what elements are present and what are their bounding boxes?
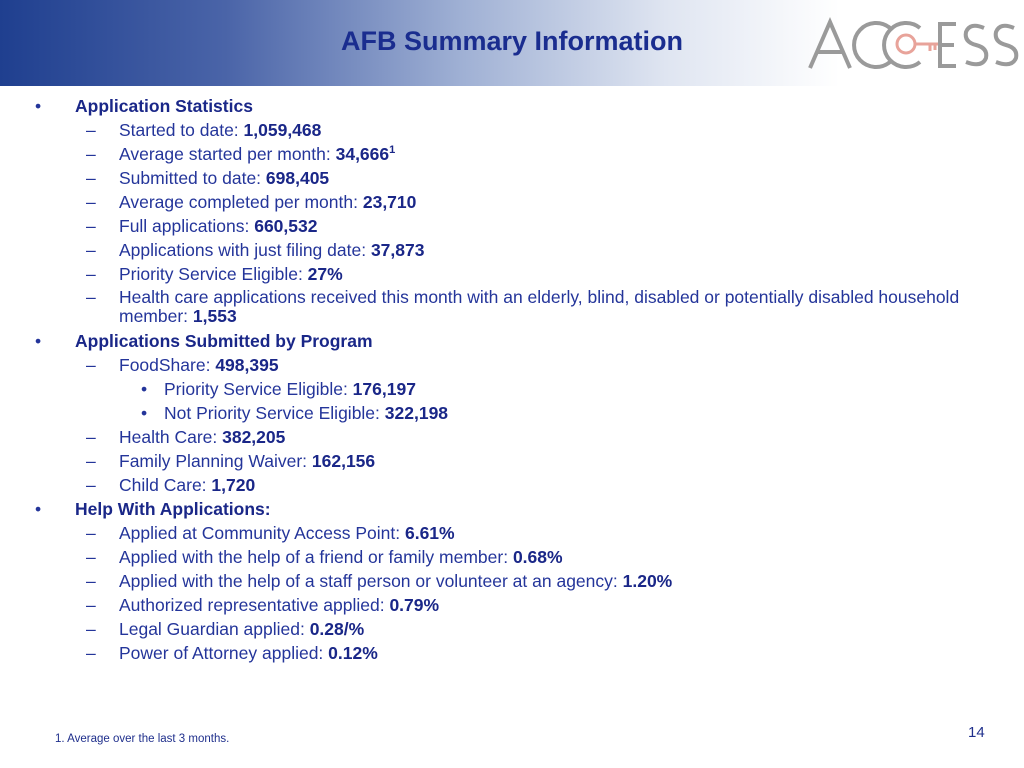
item-label: Started to date: xyxy=(119,120,244,140)
dash-marker: – xyxy=(86,475,96,495)
item-label: Applications with just filing date: xyxy=(119,240,371,260)
item-value: 34,666 xyxy=(335,144,390,164)
item-value: 322,198 xyxy=(384,403,449,423)
list-item xyxy=(0,262,1024,286)
access-logo xyxy=(804,10,1020,76)
dash-marker: – xyxy=(86,355,96,375)
item-value: 0.12% xyxy=(328,643,378,663)
bullet-dot: • xyxy=(35,499,42,519)
item-value: 6.61% xyxy=(404,523,455,543)
dash-marker: – xyxy=(86,168,96,188)
bullet-dot: • xyxy=(35,331,42,351)
dash-marker: – xyxy=(86,240,96,260)
section-title: Applications Submitted by Program xyxy=(75,331,373,351)
dash-marker: – xyxy=(86,523,96,543)
item-label: Authorized representative applied: xyxy=(119,595,390,615)
list-item xyxy=(0,118,1024,142)
item-value: 698,405 xyxy=(265,168,330,188)
item-value: 1.20% xyxy=(622,571,673,591)
list-item xyxy=(0,617,1024,641)
list-item xyxy=(0,449,1024,473)
footnote-ref: 1 xyxy=(389,144,396,157)
list-item xyxy=(0,473,1024,497)
list-item xyxy=(0,190,1024,214)
list-item xyxy=(0,353,1024,377)
section-heading xyxy=(0,497,1024,521)
dash-marker: – xyxy=(86,643,96,663)
list-item xyxy=(0,521,1024,545)
item-value: 0.28/% xyxy=(309,619,365,639)
dash-marker: – xyxy=(86,619,96,639)
item-label: Not Priority Service Eligible: xyxy=(164,403,385,423)
sub-list-item xyxy=(0,377,1024,401)
bullet-list xyxy=(0,94,1024,665)
item-value: 660,532 xyxy=(254,216,318,236)
item-label: Average completed per month: xyxy=(119,192,363,212)
item-label: Health care applications received this month with an elderly, blind, disabled or potentially disabled household member: xyxy=(119,287,960,326)
dash-marker: – xyxy=(86,427,96,447)
footnote: 1. Average over the last 3 months. xyxy=(55,733,230,745)
dash-marker: – xyxy=(86,287,96,307)
list-item xyxy=(0,545,1024,569)
item-label: Submitted to date: xyxy=(119,168,266,188)
dash-marker: – xyxy=(86,595,96,615)
bullet-dot: • xyxy=(35,96,42,116)
list-item xyxy=(0,142,1024,166)
slide-title: AFB Summary Information xyxy=(340,26,684,56)
item-value: 382,205 xyxy=(222,427,286,447)
item-value: 1,553 xyxy=(192,306,237,326)
dash-marker: – xyxy=(86,451,96,471)
list-item xyxy=(0,166,1024,190)
list-item xyxy=(0,238,1024,262)
dash-marker: – xyxy=(86,571,96,591)
dash-marker: – xyxy=(86,144,96,164)
item-label: Power of Attorney applied: xyxy=(119,643,329,663)
item-label: Applied at Community Access Point: xyxy=(119,523,405,543)
bullet-dot: • xyxy=(141,379,148,399)
list-item xyxy=(0,569,1024,593)
item-value: 0.68% xyxy=(512,547,563,567)
item-label: FoodShare: xyxy=(119,355,216,375)
dash-marker: – xyxy=(86,264,96,284)
item-label: Legal Guardian applied: xyxy=(119,619,310,639)
dash-marker: – xyxy=(86,547,96,567)
item-label: Applied with the help of a staff person or volunteer at an agency: xyxy=(119,571,623,591)
section-title: Application Statistics xyxy=(75,96,253,116)
item-label: Applied with the help of a friend or family member: xyxy=(119,547,513,567)
sub-list-item xyxy=(0,401,1024,425)
section-heading xyxy=(0,329,1024,353)
item-value: 23,710 xyxy=(362,192,417,212)
item-value: 37,873 xyxy=(370,240,425,260)
item-label: Family Planning Waiver: xyxy=(119,451,312,471)
list-item xyxy=(0,425,1024,449)
list-item xyxy=(0,286,1024,329)
list-item xyxy=(0,641,1024,665)
item-value: 0.79% xyxy=(389,595,440,615)
item-label: Child Care: xyxy=(119,475,212,495)
item-value: 162,156 xyxy=(311,451,376,471)
section-heading xyxy=(0,94,1024,118)
dash-marker: – xyxy=(86,216,96,236)
item-label: Average started per month: xyxy=(119,144,336,164)
item-value: 27% xyxy=(307,264,343,284)
section-title: Help With Applications: xyxy=(75,499,271,519)
item-value: 176,197 xyxy=(352,379,416,399)
item-label: Full applications: xyxy=(119,216,255,236)
item-value: 498,395 xyxy=(215,355,279,375)
dash-marker: – xyxy=(86,120,96,140)
item-value: 1,059,468 xyxy=(243,120,322,140)
item-label: Health Care: xyxy=(119,427,223,447)
list-item xyxy=(0,214,1024,238)
page-number: 14 xyxy=(968,724,985,741)
item-value: 1,720 xyxy=(211,475,256,495)
dash-marker: – xyxy=(86,192,96,212)
item-label: Priority Service Eligible: xyxy=(164,379,353,399)
list-item xyxy=(0,593,1024,617)
bullet-dot: • xyxy=(141,403,148,423)
item-label: Priority Service Eligible: xyxy=(119,264,308,284)
